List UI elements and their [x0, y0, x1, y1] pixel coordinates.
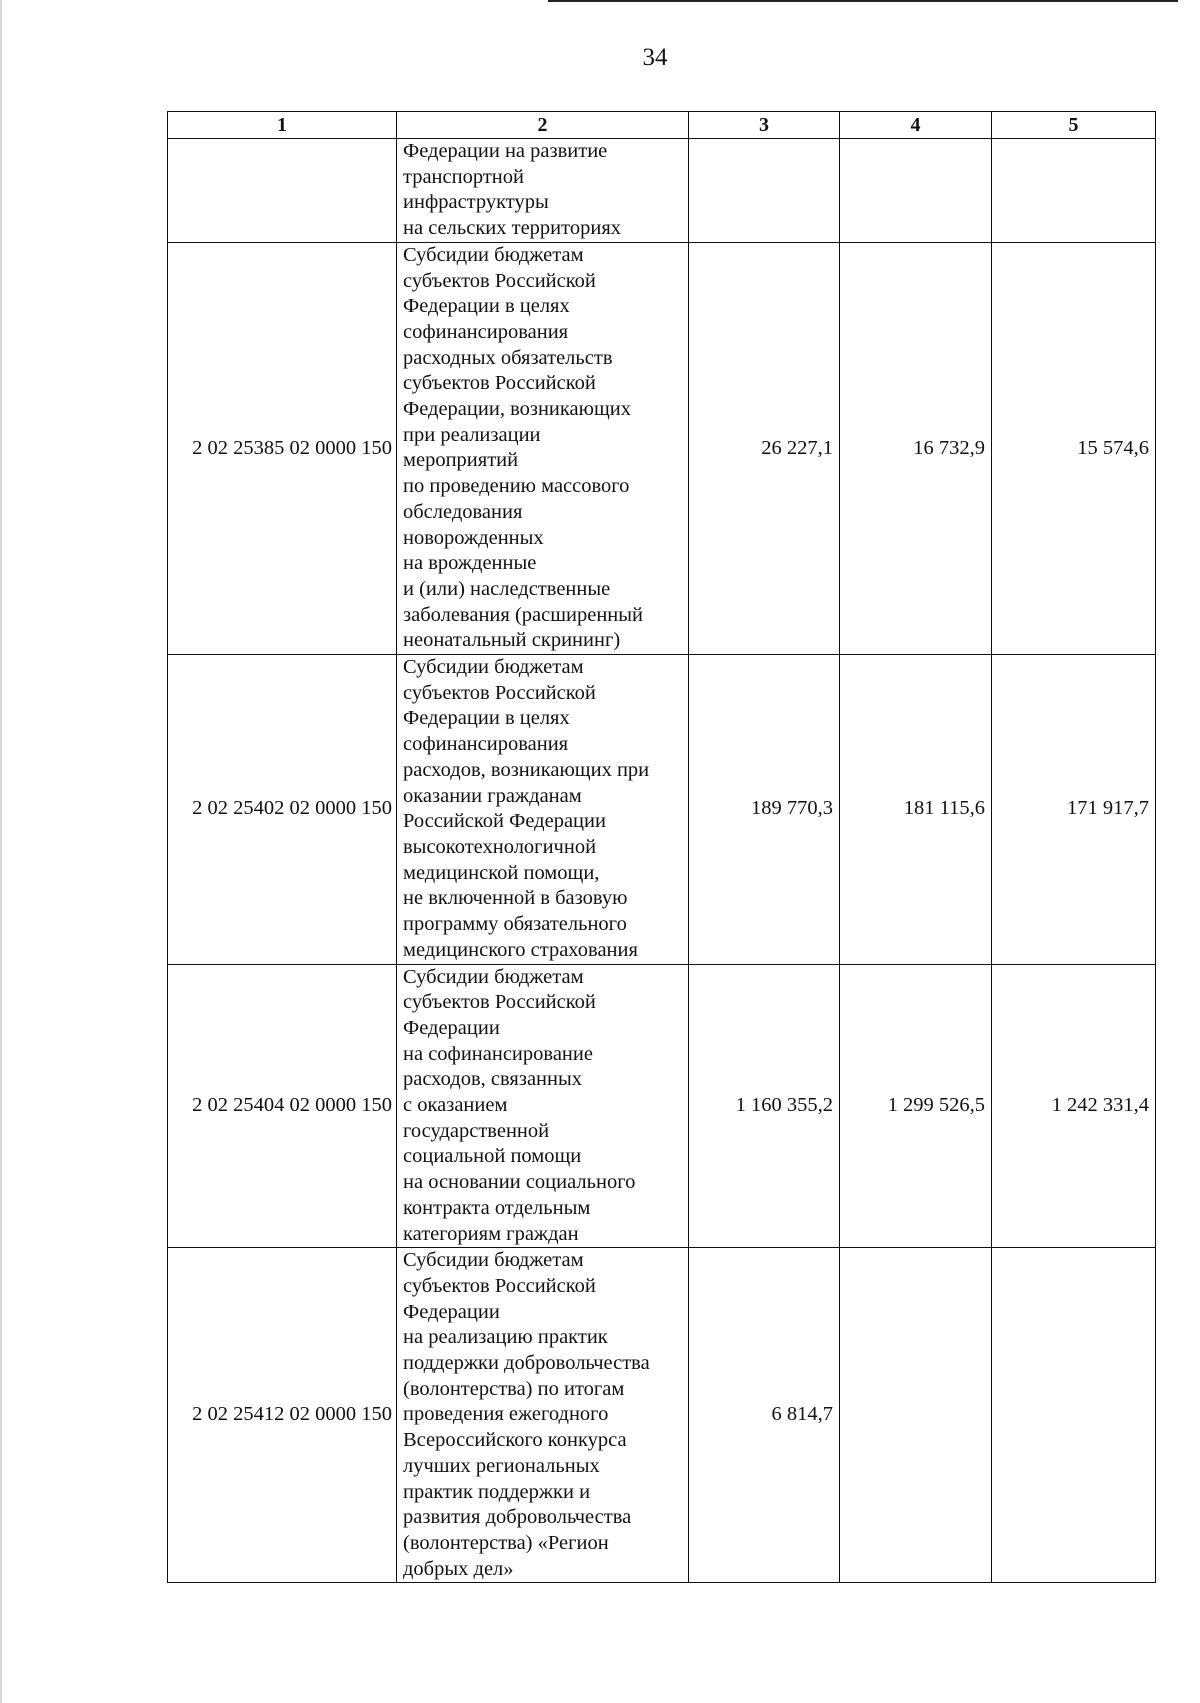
cell-col3: 1 160 355,2	[689, 964, 840, 1248]
cell-col5	[992, 139, 1156, 243]
page-number: 34	[642, 44, 668, 71]
header-col-2: 2	[397, 112, 689, 139]
cell-col5: 1 242 331,4	[992, 964, 1156, 1248]
cell-col3: 26 227,1	[689, 242, 840, 654]
cell-col4	[840, 139, 992, 243]
budget-table	[167, 111, 1156, 1583]
header-row	[168, 112, 1156, 139]
cell-col5: 15 574,6	[992, 242, 1156, 654]
table-header	[168, 112, 1156, 139]
header-col-1: 1	[168, 112, 397, 139]
header-col-3: 3	[689, 112, 840, 139]
page-left-edge	[0, 0, 2, 1703]
cell-description: Субсидии бюджетам субъектов Российской Федерации на софинансирование расходов, связанных с оказанием государственной социальной помощи на основании социального контракта отдельным категориям граждан	[397, 964, 689, 1248]
table-row	[168, 655, 1156, 964]
cell-code	[168, 139, 397, 243]
cell-description: Субсидии бюджетам субъектов Российской Федерации в целях софинансирования расходов, возникающих при оказании гражданам Российской Федерации высокотехнологичной медицинской помощи, не включенной в базовую программу обязательного медицинского страхования	[397, 655, 689, 964]
cell-description: Субсидии бюджетам субъектов Российской Федерации в целях софинансирования расходных обязательств субъектов Российской Федерации, возникающих при реализации мероприятий по проведению массового обследования новорожденных на врожденные и (или) наследственные заболевания (расширенный неонатальный скрининг)	[397, 242, 689, 654]
cell-code: 2 02 25404 02 0000 150	[168, 964, 397, 1248]
table-body	[168, 139, 1156, 1583]
header-col-4: 4	[840, 112, 992, 139]
cell-description: Федерации на развитие транспортной инфраструктуры на сельских территориях	[397, 139, 689, 243]
cell-col3: 6 814,7	[689, 1248, 840, 1583]
cell-code: 2 02 25412 02 0000 150	[168, 1248, 397, 1583]
table-row	[168, 242, 1156, 654]
cell-col4: 16 732,9	[840, 242, 992, 654]
table-row	[168, 1248, 1156, 1583]
cell-col4: 181 115,6	[840, 655, 992, 964]
cell-col3: 189 770,3	[689, 655, 840, 964]
cell-col4	[840, 1248, 992, 1583]
cell-col4: 1 299 526,5	[840, 964, 992, 1248]
top-rule	[548, 0, 1178, 2]
table-row	[168, 964, 1156, 1248]
cell-code: 2 02 25402 02 0000 150	[168, 655, 397, 964]
table-row	[168, 139, 1156, 243]
header-col-5: 5	[992, 112, 1156, 139]
cell-col5: 171 917,7	[992, 655, 1156, 964]
cell-col3	[689, 139, 840, 243]
cell-description: Субсидии бюджетам субъектов Российской Федерации на реализацию практик поддержки добровольчества (волонтерства) по итогам проведения ежегодного Всероссийского конкурса лучших региональных практик поддержки и развития добровольчества (волонтерства) «Регион добрых дел»	[397, 1248, 689, 1583]
cell-col5	[992, 1248, 1156, 1583]
cell-code: 2 02 25385 02 0000 150	[168, 242, 397, 654]
